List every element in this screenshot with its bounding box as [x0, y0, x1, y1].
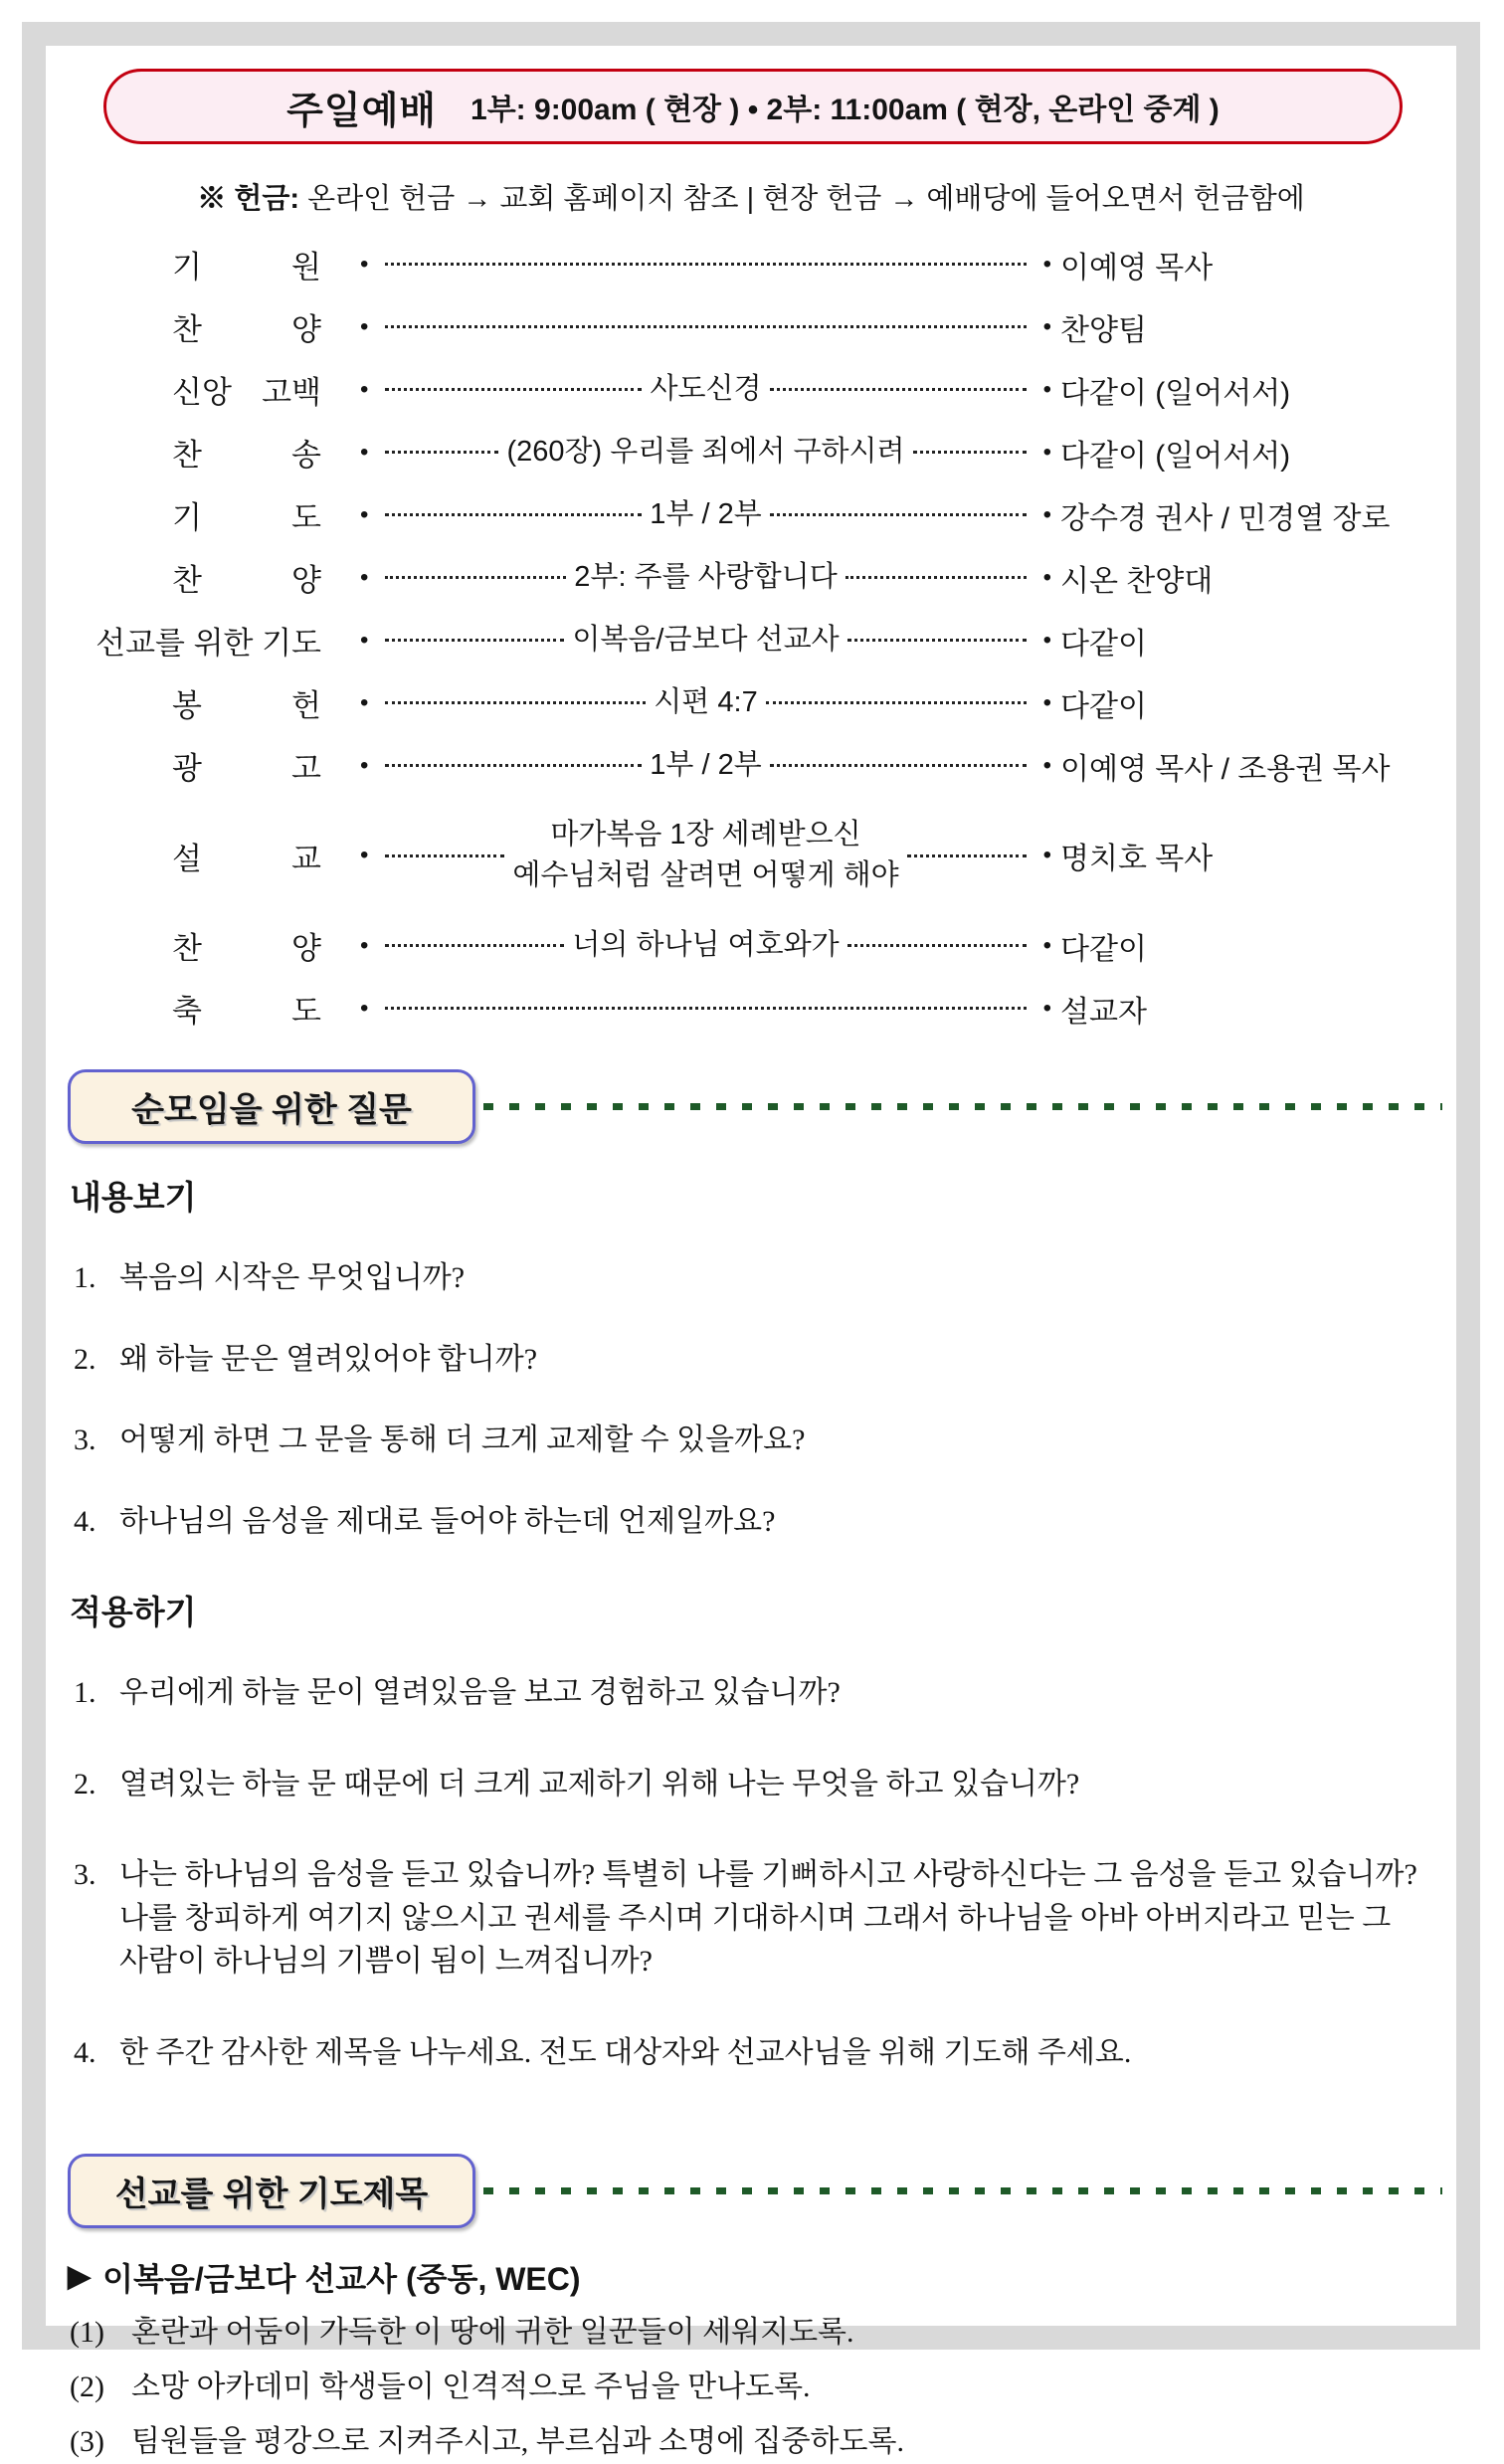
question-number: 2.	[74, 1342, 96, 1376]
order-person: 이예영 목사 / 조용권 목사	[1060, 752, 1391, 786]
order-label	[88, 555, 351, 600]
order-detail: (260장) 우리를 죄에서 구하시려	[506, 436, 905, 469]
dotted-leader	[847, 944, 1027, 947]
bullet-icon: •	[360, 563, 369, 591]
order-person: 다같이 (일어서서)	[1060, 376, 1291, 410]
mission-section-header	[68, 2154, 1442, 2228]
offering-notice	[46, 176, 1456, 217]
arrow-right-icon: ▶	[68, 2260, 92, 2293]
order-label-text: 광 고	[172, 751, 321, 786]
order-detail: 1부 / 2부	[650, 498, 762, 531]
question-number: 2.	[74, 1767, 96, 1801]
question-number: 3.	[74, 1423, 96, 1456]
bullet-icon: •	[1042, 438, 1051, 466]
dotted-leader	[385, 388, 642, 391]
order-label-text: 설 교	[172, 841, 321, 876]
order-row-choir	[88, 546, 1450, 609]
order-label-text: 기 도	[172, 500, 321, 535]
dotted-leader	[385, 701, 646, 704]
order-row-invocation	[88, 233, 1450, 295]
bullet-icon: •	[360, 626, 369, 654]
mission-item-number: (2)	[70, 2370, 104, 2403]
question-text: 나는 하나님의 음성을 듣고 있습니까? 특별히 나를 기뻐하시고 사랑하신다는 그 음성을 듣고 있습니까? 나를 창피하게 여기지 않으시고 권세를 주시며 기대하시며 그래서 하나님을 아바 아버지라고 믿는 그 사람이 하나님의 기쁨이 됨이 느껴집니까?	[119, 1858, 1417, 1978]
review-question-1	[74, 1256, 1426, 1300]
dotted-leader	[385, 764, 642, 767]
order-person: 시온 찬양대	[1060, 564, 1214, 598]
order-person: 다같이	[1060, 627, 1147, 661]
question-number: 4.	[74, 2035, 96, 2069]
mission-heading-text: 이복음/금보다 선교사 (중동, WEC)	[102, 2261, 581, 2297]
order-person: 설교자	[1060, 995, 1147, 1029]
mission-heading	[68, 2254, 1456, 2300]
mission-section-title: 선교를 위한 기도제목	[68, 2154, 475, 2228]
bullet-icon: •	[360, 438, 369, 466]
bullet-icon: •	[1042, 250, 1051, 278]
order-label	[88, 367, 351, 412]
order-detail: 시편 4:7	[654, 686, 758, 719]
order-row-confession	[88, 358, 1450, 421]
dotted-leader	[770, 388, 1027, 391]
order-row-offering	[88, 671, 1450, 734]
order-label	[88, 618, 351, 663]
question-text: 왜 하늘 문은 열려있어야 합니까?	[119, 1342, 538, 1376]
order-person: 명치호 목사	[1060, 843, 1214, 875]
dotted-leader	[770, 513, 1027, 516]
question-number: 4.	[74, 1504, 96, 1538]
bullet-icon: •	[1042, 626, 1051, 654]
bullet-icon: •	[360, 312, 369, 340]
bullet-icon: •	[1042, 842, 1052, 868]
order-label	[88, 680, 351, 725]
dotted-leader	[913, 451, 1027, 454]
order-person: 강수경 권사 / 민경열 장로	[1060, 501, 1391, 535]
dotted-leader	[385, 1007, 1026, 1010]
question-text: 우리에게 하늘 문이 열려있음을 보고 경험하고 있습니까?	[119, 1676, 841, 1709]
order-label-text: 선교를 위한 기도	[95, 626, 321, 661]
dotted-leader	[385, 854, 504, 857]
order-label	[88, 923, 351, 968]
order-detail: 사도신경	[650, 373, 762, 406]
bullet-icon: •	[360, 994, 369, 1022]
dotted-leader	[385, 513, 642, 516]
bullet-icon: •	[360, 688, 369, 716]
order-label	[88, 834, 351, 878]
question-text: 어떻게 하면 그 문을 통해 더 크게 교제할 수 있을까요?	[119, 1423, 806, 1456]
order-detail: 1부 / 2부	[650, 749, 762, 782]
order-person: 다같이	[1060, 689, 1147, 723]
question-number: 3.	[74, 1858, 96, 1891]
green-dotted-divider	[483, 1103, 1442, 1110]
dotted-leader	[766, 701, 1027, 704]
order-row-announcements	[88, 734, 1450, 797]
offering-text: 온라인 헌금 → 교회 홈페이지 참조 | 현장 헌금 → 예배당에 들어오면서 헌금함에	[307, 183, 1305, 215]
order-label	[88, 492, 351, 537]
question-number: 1.	[74, 1676, 96, 1709]
bullet-icon: •	[1042, 375, 1051, 403]
sermon-title-line2: 예수님처럼 살려면 어떻게 해야	[512, 859, 899, 891]
apply-subheading: 적용하기	[70, 1594, 197, 1630]
review-question-3	[74, 1419, 1426, 1462]
order-label-text: 찬 양	[172, 563, 321, 598]
mission-item-1	[70, 2310, 1426, 2355]
dotted-leader	[846, 576, 1027, 579]
apply-question-1	[74, 1671, 1426, 1715]
mission-section	[46, 2154, 1456, 2464]
questions-section-header	[68, 1069, 1442, 1144]
order-row-sermon	[88, 797, 1450, 914]
mission-item-text: 팀원들을 평강으로 지켜주시고, 부르심과 소명에 집중하도록.	[131, 2425, 904, 2458]
bullet-icon: •	[1042, 500, 1051, 528]
mission-item-number: (3)	[70, 2425, 104, 2458]
order-person: 이예영 목사	[1060, 251, 1214, 284]
order-label-text: 찬 양	[172, 312, 321, 347]
bullet-icon: •	[360, 250, 369, 278]
apply-question-2	[74, 1763, 1426, 1806]
order-label	[88, 242, 351, 286]
order-detail: 너의 하나님 여호와가	[572, 929, 840, 962]
review-question-2	[74, 1338, 1426, 1382]
question-text: 복음의 시작은 무엇입니까?	[119, 1261, 466, 1294]
order-row-praise1	[88, 295, 1450, 358]
order-row-prayer	[88, 483, 1450, 546]
sermon-title-line1: 마가복음 1장 세례받으신	[550, 819, 861, 852]
order-label	[88, 304, 351, 349]
order-label-text: 찬 송	[172, 438, 321, 473]
worship-order-list	[88, 233, 1450, 1040]
order-person: 찬양팀	[1060, 313, 1147, 347]
order-label-text: 기 원	[172, 250, 321, 284]
apply-question-3	[74, 1853, 1426, 1984]
order-person: 다같이 (일어서서)	[1060, 439, 1291, 473]
bullet-icon: •	[1042, 931, 1051, 959]
mission-item-text: 소망 아카데미 학생들이 인격적으로 주님을 만나도록.	[131, 2370, 811, 2403]
dotted-leader	[907, 854, 1027, 857]
question-text: 열려있는 하늘 문 때문에 더 크게 교제하기 위해 나는 무엇을 하고 있습니까?	[119, 1767, 1080, 1801]
dotted-leader	[770, 764, 1027, 767]
order-label-text: 봉 헌	[172, 688, 321, 723]
worship-banner-schedule: 1부: 9:00am ( 현장 ) • 2부: 11:00am ( 현장, 온라인 중계 )	[470, 94, 1220, 126]
order-label	[88, 743, 351, 788]
dotted-leader	[385, 639, 564, 642]
questions-section-title: 순모임을 위한 질문	[68, 1069, 475, 1144]
order-detail: 이복음/금보다 선교사	[572, 624, 840, 657]
bulletin-page	[46, 45, 1456, 2464]
worship-banner-title: 주일예배	[286, 90, 438, 132]
dotted-leader	[385, 263, 1026, 266]
worship-banner	[103, 69, 1403, 144]
question-text: 하나님의 음성을 제대로 들어야 하는데 언제일까요?	[119, 1504, 776, 1538]
order-detail	[512, 815, 898, 895]
mission-item-3	[70, 2419, 1426, 2464]
order-row-praise2	[88, 914, 1450, 977]
question-text: 한 주간 감사한 제목을 나누세요. 전도 대상자와 선교사님을 위해 기도해 주세요.	[119, 2035, 1132, 2069]
bullet-icon: •	[1042, 312, 1051, 340]
review-question-4	[74, 1500, 1426, 1544]
order-row-hymn	[88, 421, 1450, 483]
mission-item-text: 혼란과 어둠이 가득한 이 땅에 귀한 일꾼들이 세워지도록.	[131, 2316, 854, 2349]
bullet-icon: •	[360, 375, 369, 403]
bullet-icon: •	[360, 751, 369, 779]
mission-item-2	[70, 2365, 1426, 2409]
bullet-icon: •	[1042, 563, 1052, 591]
bullet-icon: •	[1042, 994, 1051, 1022]
order-label	[88, 430, 351, 474]
green-dotted-divider	[483, 2187, 1442, 2194]
bullet-icon: •	[1042, 751, 1051, 779]
order-row-mission-prayer	[88, 609, 1450, 671]
order-detail: 2부: 주를 사랑합니다	[574, 561, 838, 594]
apply-question-4	[74, 2031, 1426, 2075]
order-row-benediction	[88, 977, 1450, 1040]
order-label-text: 신앙 고백	[172, 375, 321, 410]
dotted-leader	[847, 639, 1027, 642]
dotted-leader	[385, 451, 498, 454]
bullet-icon: •	[360, 500, 369, 528]
order-label	[88, 986, 351, 1031]
question-number: 1.	[74, 1261, 96, 1294]
bullet-icon: •	[1042, 688, 1051, 716]
bullet-icon: •	[360, 842, 369, 868]
order-label-text: 찬 양	[172, 931, 321, 966]
offering-label: ※ 헌금:	[197, 183, 300, 215]
dotted-leader	[385, 944, 564, 947]
review-subheading: 내용보기	[70, 1179, 197, 1216]
order-person: 다같이	[1060, 932, 1147, 966]
order-label-text: 축 도	[172, 994, 321, 1029]
dotted-leader	[385, 576, 566, 579]
dotted-leader	[385, 325, 1026, 328]
mission-item-number: (1)	[70, 2316, 104, 2349]
bullet-icon: •	[360, 931, 369, 959]
